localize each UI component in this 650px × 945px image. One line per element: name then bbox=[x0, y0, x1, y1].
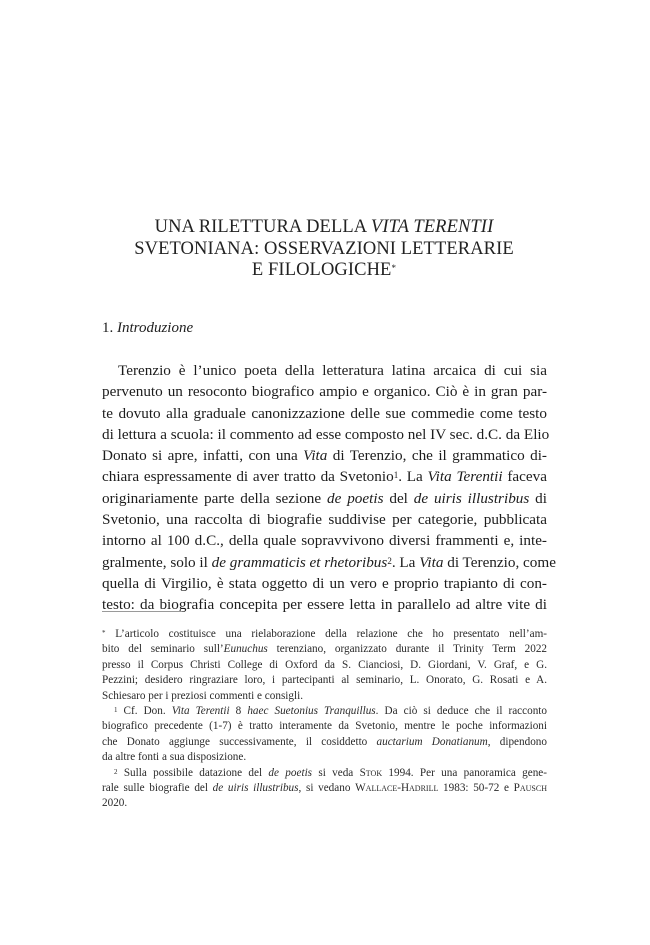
section-title: Introduzione bbox=[117, 320, 194, 336]
footnote-divider bbox=[102, 611, 182, 612]
footnote-line: rale sulle biografie del de uiris illustribus, si vedano Wallace-Hadrill 1983: 50-72 e Pausch bbox=[102, 782, 547, 795]
footnote-ref-1[interactable]: 1 bbox=[393, 470, 399, 481]
title-line-2: SVETONIANA: OSSERVAZIONI LETTERARIE bbox=[134, 238, 514, 259]
footnote-marker-1: 1 bbox=[114, 706, 118, 715]
body-line: Terenzio è l’unico poeta della letteratura latina arcaica di cui sia bbox=[118, 362, 547, 379]
body-line: gralmente, solo il de grammaticis et rhetoribus$^2$. La Vita di Terenzio, come bbox=[102, 553, 556, 571]
body-line: te dovuto alla graduale canonizzazione delle sue commedie come testo bbox=[102, 404, 547, 422]
footnote-line: che Donato aggiunge successivamente, il cosiddetto auctarium Donatianum, dipendono bbox=[102, 735, 547, 748]
title-italic: VITA TERENTII bbox=[370, 217, 494, 237]
body-line: pervenuto un resoconto biografico ampio e organico. Ciò è in gran par- bbox=[102, 383, 547, 401]
footnote-1-line: $^1$ Cf. Don. Vita Terentii 8 haec Suetonius Tranquillus. Da ciò si deduce che il racconto bbox=[114, 705, 547, 718]
title-footnote-marker[interactable]: * bbox=[391, 263, 397, 273]
footnote-line: Schiesaro per i preziosi commenti e consigli. bbox=[102, 689, 304, 702]
footnote-line: 2020. bbox=[102, 797, 128, 810]
footnotes bbox=[102, 627, 547, 812]
article-title bbox=[100, 217, 548, 282]
footnote-line: da altre fonti a sua disposizione. bbox=[102, 751, 247, 764]
title-line-1: UNA RILETTURA DELLA VITA TERENTII bbox=[154, 217, 494, 237]
body-line: intorno al 100 d.C., della quale sopravvivono diversi frammenti e, inte- bbox=[102, 532, 547, 550]
body-line: di lettura a scuola: il commento ad esse composto nel IV sec. d.C. da Elio bbox=[102, 425, 550, 443]
footnote-marker-2: 2 bbox=[114, 767, 118, 776]
section-heading bbox=[102, 318, 193, 338]
body-line: Donato si apre, infatti, con una Vita di Terenzio, che il grammatico di- bbox=[102, 447, 547, 465]
body-line: testo: da biografia concepita per essere letta in parallelo ad altre vite di bbox=[102, 596, 547, 614]
footnote-line: presso il Corpus Christi College di Oxford da S. Cianciosi, D. Giordani, V. Graf, e G. bbox=[102, 658, 547, 671]
title-line-3: E FILOLOGICHE* bbox=[251, 260, 397, 280]
body-paragraph bbox=[102, 360, 556, 616]
section-number: 1. bbox=[102, 320, 117, 336]
footnote-2-line: $^2$ Sulla possibile datazione del de poetis si veda Stok 1994. Per una panoramica gene- bbox=[114, 766, 547, 779]
footnote-line: Pezzini; desidero ringraziare loro, i partecipanti al seminario, L. Onorato, G. Rosati e A. bbox=[102, 674, 547, 687]
body-line: quella di Virgilio, è stata oggetto di un vero e proprio trapianto di con- bbox=[102, 574, 547, 592]
footnote-star-line: * L’articolo costituisce una rielaborazione della relazione che ho presentato nell’am- bbox=[102, 628, 547, 640]
footnote-marker-star: * bbox=[102, 629, 106, 637]
body-line: Svetonio, una raccolta di biografie suddivise per categorie, pubblicata bbox=[102, 511, 547, 529]
body-line: chiara espressamente di aver tratto da Svetonio$^1$. La Vita Terentii faceva bbox=[102, 468, 547, 486]
footnote-line: bito del seminario sull’Eunuchus terenziano, organizzato durante il Trinity Term 2022 bbox=[102, 643, 548, 656]
footnote-ref-2[interactable]: 2 bbox=[387, 555, 392, 566]
body-line: originariamente parte della sezione de poetis del de uiris illustribus di bbox=[102, 489, 547, 507]
footnote-line: biografico precedente (1-7) è tratto interamente da Svetonio, mentre le poche informazioni bbox=[102, 720, 547, 733]
